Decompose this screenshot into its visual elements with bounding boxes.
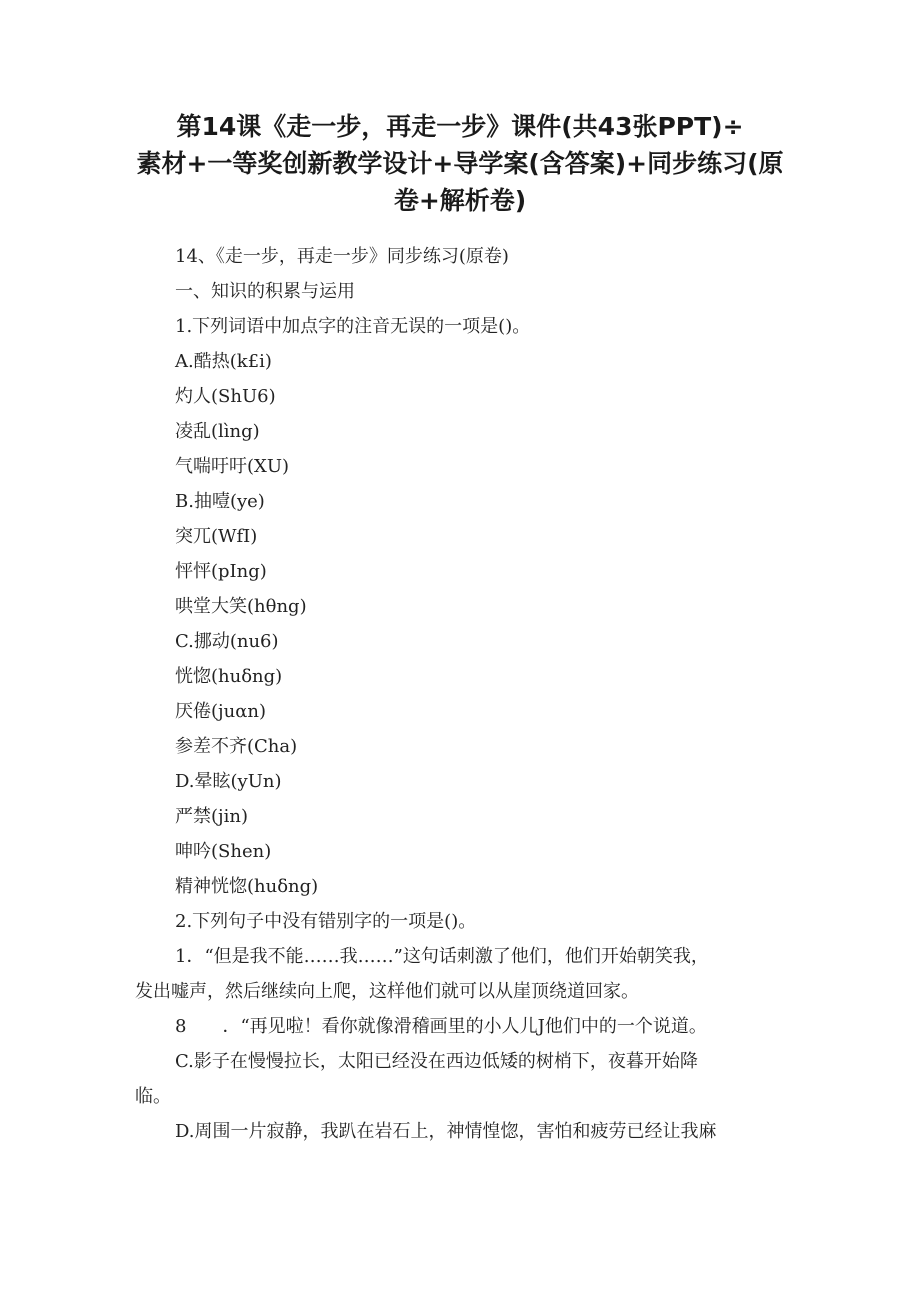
q1-option-d-2: 严禁(jin): [175, 806, 248, 827]
q1-option-a-2: 灼人(ShU6): [175, 386, 276, 407]
document-title: [60, 108, 860, 219]
section-heading: 一、知识的积累与运用: [175, 281, 355, 302]
q1-option-d-4: 精神恍惚(huδng): [175, 876, 319, 897]
q1-option-c-1: C.挪动(nu6): [175, 631, 279, 652]
q2-option-b: 8 ．“再见啦！看你就像滑稽画里的小人儿J他们中的一个说道。: [175, 1016, 707, 1037]
q1-option-d-1: D.晕眩(yUn): [175, 771, 282, 792]
exercise-heading: 14、《走一步，再走一步》同步练习(原卷): [175, 246, 509, 267]
title-line-2: 素材+一等奖创新教学设计+导学案(含答案)+同步练习(原: [136, 149, 784, 178]
q1-option-c-2: 恍惚(huδng): [175, 666, 283, 687]
q2-option-a-line-1: 1．“但是我不能……我……”这句话刺激了他们，他们开始朝笑我，: [175, 946, 709, 967]
q1-option-b-2: 突兀(WfI): [175, 526, 258, 547]
q1-option-a-4: 气喘吁吁(XU): [175, 456, 290, 477]
q1-option-b-3: 怦怦(pIng): [175, 561, 267, 582]
question-1: 1.下列词语中加点字的注音无误的一项是()。: [175, 316, 531, 337]
q1-option-d-3: 呻吟(Shen): [175, 841, 272, 862]
q2-option-a-line-2: 发出嘘声，然后继续向上爬，这样他们就可以从崖顶绕道回家。: [135, 981, 639, 1002]
q1-option-b-4: 哄堂大笑(hθng): [175, 596, 307, 617]
q2-option-d-line-1: D.周围一片寂静，我趴在岩石上，神情惶惚，害怕和疲劳已经让我麻: [175, 1121, 717, 1142]
q1-option-a-3: 凌乱(lìng): [175, 421, 260, 442]
q1-option-c-3: 厌倦(juαn): [175, 701, 266, 722]
question-2: 2.下列句子中没有错别字的一项是()。: [175, 911, 477, 932]
title-line-3: 卷+解析卷): [393, 186, 527, 215]
title-line-1: 第14课《走一步，再走一步》课件(共43张PPT)÷: [176, 112, 744, 141]
q2-option-c-line-2: 临。: [135, 1086, 171, 1107]
q1-option-c-4: 参差不齐(Cha): [175, 736, 298, 757]
q1-option-b-1: B.抽噎(ye): [175, 491, 265, 512]
q2-option-c-line-1: C.影子在慢慢拉长，太阳已经没在西边低矮的树梢下，夜暮开始降: [175, 1051, 698, 1072]
q1-option-a-1: A.酷热(k£i): [175, 351, 272, 372]
